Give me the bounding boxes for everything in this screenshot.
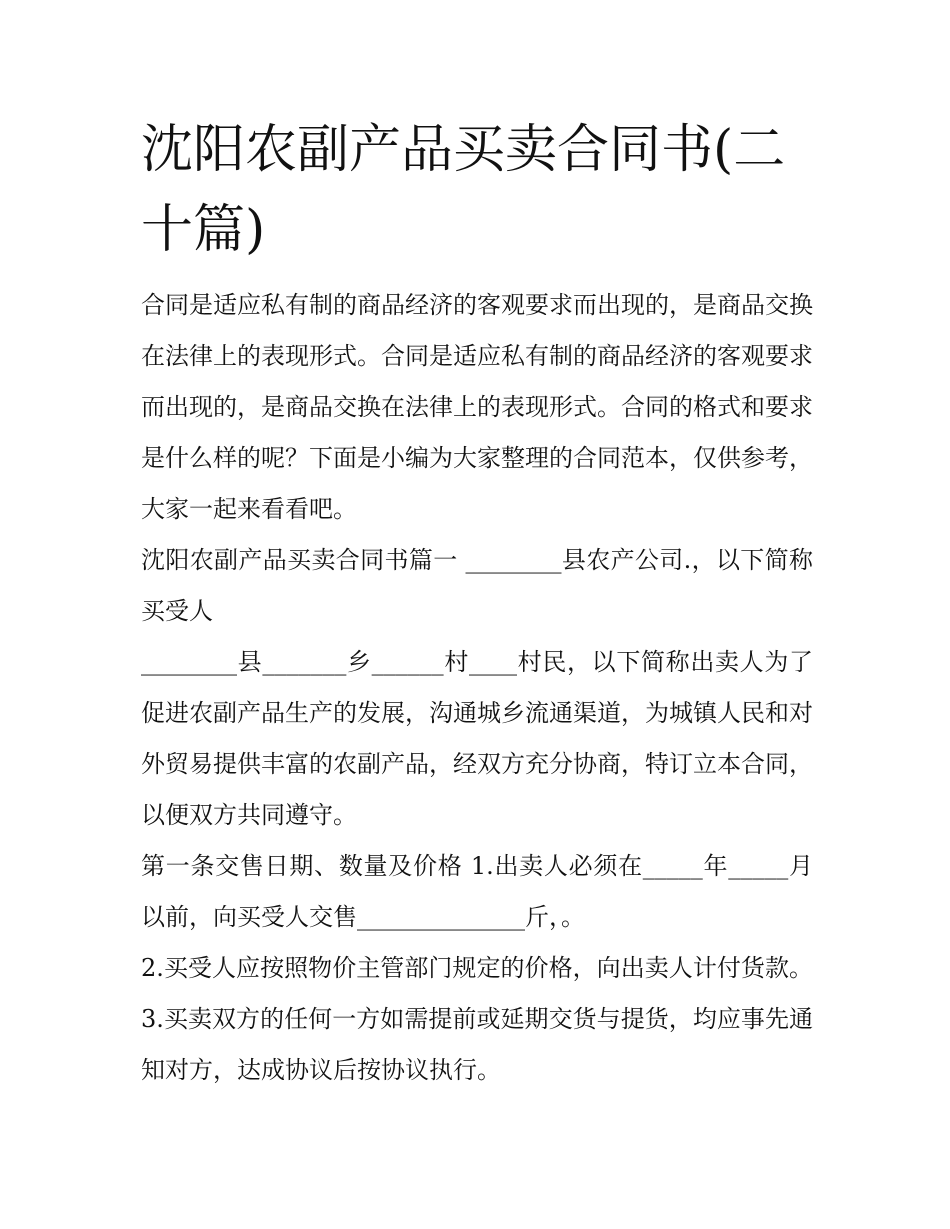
paragraph-section-one-heading: 沈阳农副产品买卖合同书篇一 ________县农产公司.，以下简称买受人 [141,546,813,625]
paragraph-article-one: 第一条交售日期、数量及价格 1.出卖人必须在_____年_____月以前，向买受人交售______________斤，。 [141,852,813,931]
paragraph-article-one-items: 2.买受人应按照物价主管部门规定的价格，向出卖人计付货款。 3.买卖双方的任何一方如需提前或延期交货与提货，均应事先通知对方，达成协议后按协议执行。 [141,954,813,1084]
document-title: 沈阳农副产品买卖合同书(二十篇) [141,120,786,260]
document-page [141,110,813,1096]
paragraph-intro: 合同是适应私有制的商品经济的客观要求而出现的，是商品交换在法律上的表现形式。合同是适应私有制的商品经济的客观要求而出现的，是商品交换在法律上的表现形式。合同的格式和要求是什么样的呢？下面是小编为大家整理的合同范本，仅供参考，大家一起来看看吧。 [141,291,813,523]
paragraph-seller-info: ________县_______乡______村____村民，以下简称出卖人为了促进农副产品生产的发展，沟通城乡流通渠道，为城镇人民和对外贸易提供丰富的农副产品，经双方充分协商，特订立本合同，以便双方共同遵守。 [141,648,813,829]
